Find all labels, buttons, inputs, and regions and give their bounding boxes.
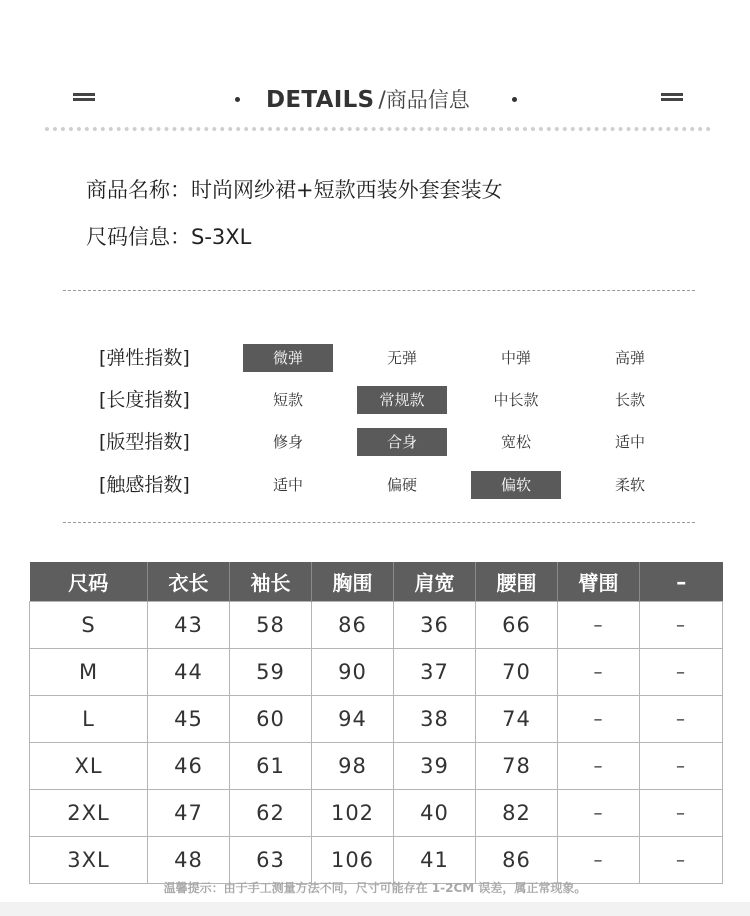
table-row xyxy=(30,790,723,837)
table-cell: – xyxy=(640,790,723,837)
index-option: 偏软 xyxy=(471,471,561,499)
table-cell: – xyxy=(558,649,640,696)
dot-icon xyxy=(235,97,240,102)
dot-icon xyxy=(512,97,517,102)
index-option: 微弹 xyxy=(243,344,333,372)
table-cell: 82 xyxy=(476,790,558,837)
column-header: 腰围 xyxy=(476,562,558,602)
table-cell: – xyxy=(640,696,723,743)
index-option: 长款 xyxy=(614,391,645,409)
table-cell: 86 xyxy=(312,602,394,649)
table-cell: 47 xyxy=(148,790,230,837)
table-cell: 36 xyxy=(394,602,476,649)
index-option: 柔软 xyxy=(614,476,645,494)
table-cell: 43 xyxy=(148,602,230,649)
table-cell: 46 xyxy=(148,743,230,790)
table-cell: – xyxy=(640,743,723,790)
table-cell: – xyxy=(640,649,723,696)
table-cell: XL xyxy=(30,743,148,790)
table-cell: 102 xyxy=(312,790,394,837)
index-option: 中弹 xyxy=(500,349,531,367)
index-option: 高弹 xyxy=(614,349,645,367)
table-cell: 61 xyxy=(230,743,312,790)
table-cell: M xyxy=(30,649,148,696)
table-cell: 45 xyxy=(148,696,230,743)
table-cell: 60 xyxy=(230,696,312,743)
column-header: 尺码 xyxy=(30,562,148,602)
table-cell: 98 xyxy=(312,743,394,790)
table-cell: 90 xyxy=(312,649,394,696)
table-header-row xyxy=(30,562,723,602)
index-row-fit xyxy=(0,428,750,456)
index-option: 偏硬 xyxy=(386,476,417,494)
index-option: 修身 xyxy=(272,433,303,451)
table-cell: 38 xyxy=(394,696,476,743)
table-cell: 106 xyxy=(312,837,394,884)
table-row xyxy=(30,696,723,743)
index-option: 短款 xyxy=(272,391,303,409)
double-line-icon xyxy=(661,93,683,102)
table-cell: – xyxy=(558,837,640,884)
column-header: 肩宽 xyxy=(394,562,476,602)
table-cell: 40 xyxy=(394,790,476,837)
index-row-elasticity xyxy=(0,344,750,372)
title-chinese: 商品信息 xyxy=(385,88,470,112)
column-header: 袖长 xyxy=(230,562,312,602)
column-header: 胸围 xyxy=(312,562,394,602)
table-cell: 2XL xyxy=(30,790,148,837)
table-cell: 86 xyxy=(476,837,558,884)
table-cell: – xyxy=(558,790,640,837)
index-option: 适中 xyxy=(614,433,645,451)
measurement-tip: 温馨提示：由于手工测量方法不同，尺寸可能存在 1-2CM 误差，属正常现象。 xyxy=(163,881,587,895)
dashed-divider xyxy=(63,290,695,291)
column-header: – xyxy=(640,562,723,602)
column-header: 臂围 xyxy=(558,562,640,602)
table-cell: 78 xyxy=(476,743,558,790)
table-cell: – xyxy=(558,602,640,649)
table-row xyxy=(30,837,723,884)
index-label: [版型指数] xyxy=(99,431,190,453)
table-cell: 44 xyxy=(148,649,230,696)
table-cell: 48 xyxy=(148,837,230,884)
table-row xyxy=(30,602,723,649)
table-cell: 94 xyxy=(312,696,394,743)
index-label: [触感指数] xyxy=(99,474,190,496)
index-option: 宽松 xyxy=(500,433,531,451)
details-header xyxy=(0,0,750,140)
table-cell: 66 xyxy=(476,602,558,649)
table-cell: – xyxy=(558,696,640,743)
product-name: 商品名称：时尚网纱裙+短款西装外套套装女 xyxy=(86,178,503,202)
double-line-icon xyxy=(73,93,95,102)
table-row xyxy=(30,743,723,790)
table-cell: 70 xyxy=(476,649,558,696)
table-cell: 62 xyxy=(230,790,312,837)
table-cell: – xyxy=(640,602,723,649)
table-cell: – xyxy=(640,837,723,884)
table-cell: 59 xyxy=(230,649,312,696)
section-title xyxy=(266,84,470,116)
table-row xyxy=(30,649,723,696)
table-cell: L xyxy=(30,696,148,743)
index-option: 无弹 xyxy=(386,349,417,367)
index-label: [弹性指数] xyxy=(99,347,190,369)
table-cell: 3XL xyxy=(30,837,148,884)
index-row-length xyxy=(0,386,750,414)
title-english: DETAILS xyxy=(266,87,375,113)
bottom-band xyxy=(0,902,750,916)
dashed-divider xyxy=(63,522,695,523)
index-option: 常规款 xyxy=(357,386,447,414)
table-cell: 58 xyxy=(230,602,312,649)
index-option: 合身 xyxy=(357,428,447,456)
size-table xyxy=(29,562,723,884)
index-row-touch xyxy=(0,471,750,499)
table-cell: 63 xyxy=(230,837,312,884)
table-cell: S xyxy=(30,602,148,649)
table-cell: – xyxy=(558,743,640,790)
column-header: 衣长 xyxy=(148,562,230,602)
index-label: [长度指数] xyxy=(99,389,190,411)
table-cell: 37 xyxy=(394,649,476,696)
table-cell: 39 xyxy=(394,743,476,790)
dotted-divider xyxy=(45,127,711,131)
index-option: 中长款 xyxy=(493,391,539,409)
title-slash: / xyxy=(378,88,386,113)
table-cell: 74 xyxy=(476,696,558,743)
product-size-info: 尺码信息：S-3XL xyxy=(86,225,252,249)
index-option: 适中 xyxy=(272,476,303,494)
table-cell: 41 xyxy=(394,837,476,884)
